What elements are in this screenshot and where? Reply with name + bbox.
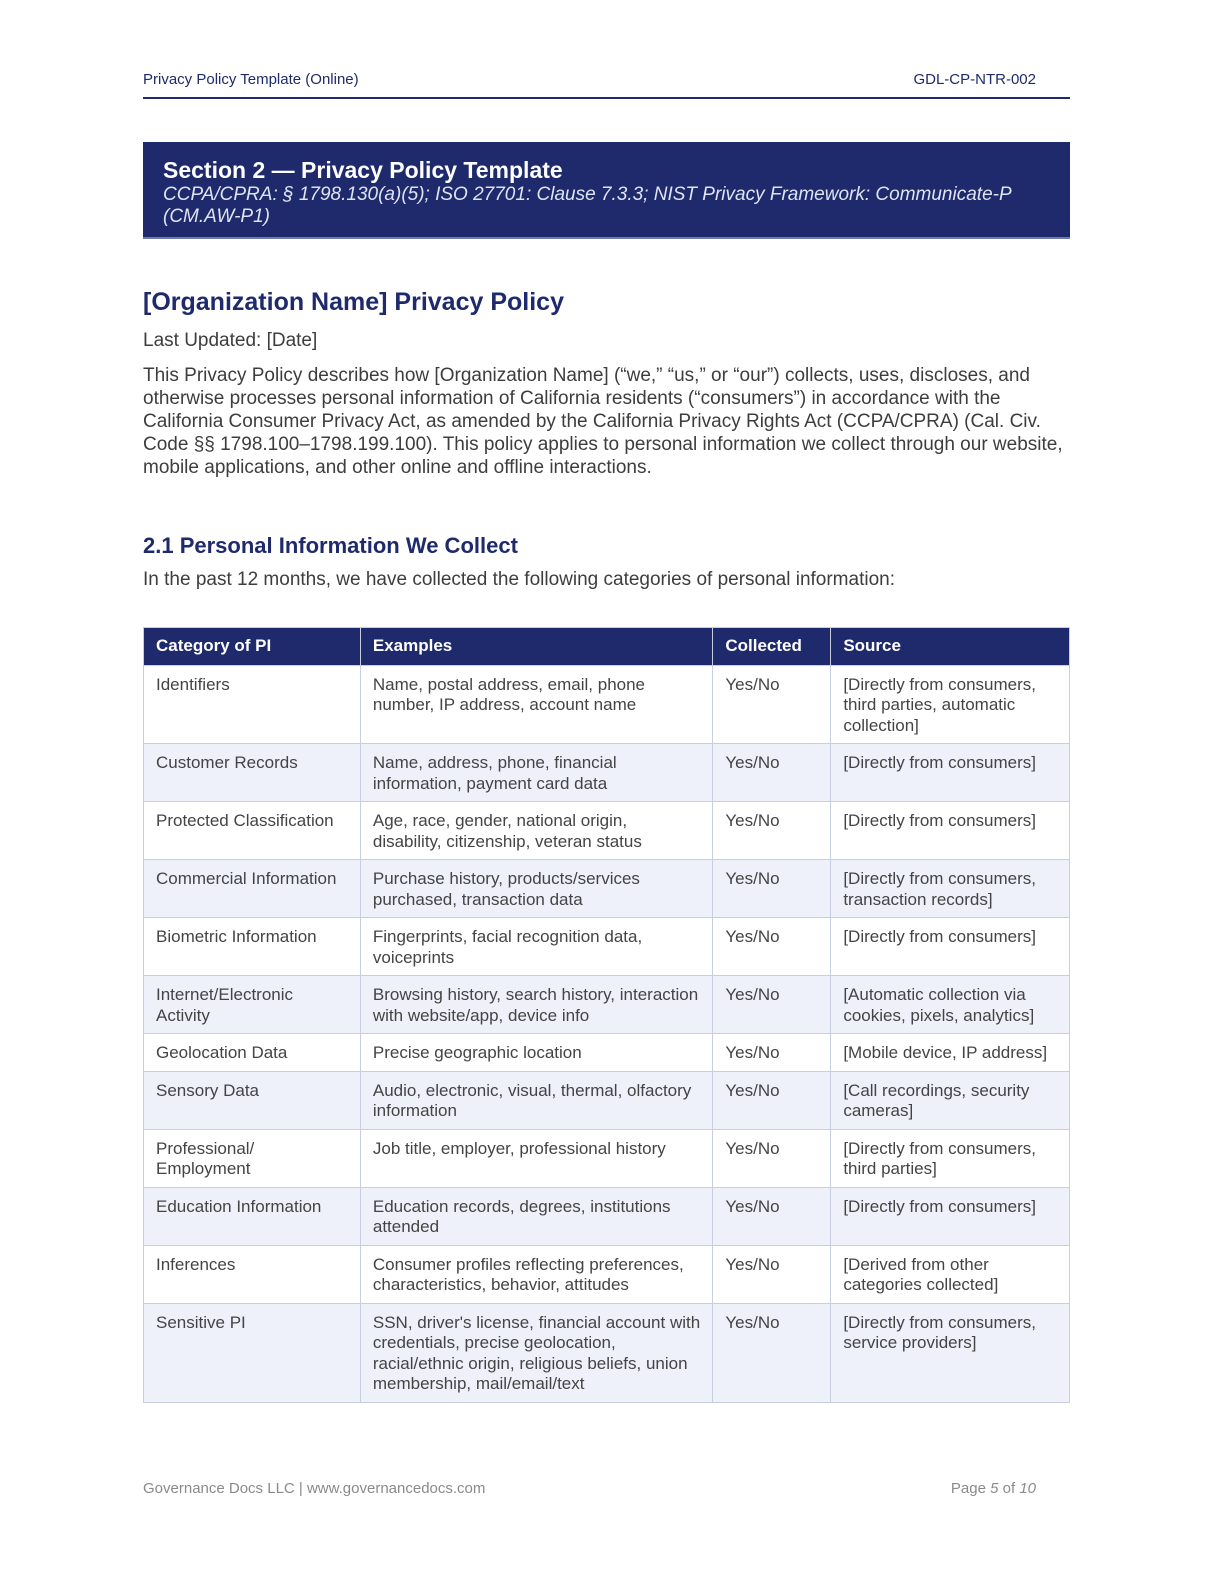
cell-collected: Yes/No bbox=[713, 1303, 831, 1402]
section-title: Section 2 — Privacy Policy Template bbox=[163, 157, 563, 183]
cell-source: [Call recordings, security cameras] bbox=[831, 1071, 1070, 1129]
cell-examples: Age, race, gender, national origin, disability, citizenship, veteran status bbox=[360, 802, 713, 860]
page-header bbox=[143, 70, 1070, 99]
table-row bbox=[144, 1245, 1070, 1303]
section-references: CCPA/CPRA: § 1798.130(a)(5); ISO 27701: Clause 7.3.3; NIST Privacy Framework: Communicate-P (CM.AW-P1) bbox=[163, 184, 1011, 227]
cell-category: Geolocation Data bbox=[144, 1034, 361, 1072]
policy-title: [Organization Name] Privacy Policy bbox=[143, 288, 564, 316]
page-current: 5 bbox=[990, 1480, 999, 1497]
page-number bbox=[951, 1480, 1036, 1497]
column-header-source: Source bbox=[831, 628, 1070, 666]
cell-source: [Mobile device, IP address] bbox=[831, 1034, 1070, 1072]
section-heading-2-1: 2.1 Personal Information We Collect bbox=[143, 533, 518, 558]
column-header-examples: Examples bbox=[360, 628, 713, 666]
cell-collected: Yes/No bbox=[713, 802, 831, 860]
cell-category: Sensitive PI bbox=[144, 1303, 361, 1402]
table-row bbox=[144, 1129, 1070, 1187]
policy-intro: This Privacy Policy describes how [Organization Name] (“we,” “us,” or “our”) collects, uses, discloses, and otherwise processes personal information of California residents (“consumers”) in accordance with the California Consumer Privacy Act, as amended by the California Privacy Rights Act (CCPA/CPRA) (Cal. Civ. Code §§ 1798.100–1798.199.100). This policy applies to personal information we collect through our website, mobile applications, and other online and offline interactions. bbox=[143, 365, 1063, 478]
cell-examples: Purchase history, products/services purchased, transaction data bbox=[360, 860, 713, 918]
cell-category: Sensory Data bbox=[144, 1071, 361, 1129]
column-header-category: Category of PI bbox=[144, 628, 361, 666]
cell-source: [Directly from consumers] bbox=[831, 918, 1070, 976]
cell-source: [Directly from consumers, third parties, automatic collection] bbox=[831, 665, 1070, 744]
cell-collected: Yes/No bbox=[713, 1129, 831, 1187]
cell-category: Professional/ Employment bbox=[144, 1129, 361, 1187]
cell-source: [Directly from consumers] bbox=[831, 802, 1070, 860]
cell-examples: Browsing history, search history, interaction with website/app, device info bbox=[360, 976, 713, 1034]
cell-examples: Name, postal address, email, phone number, IP address, account name bbox=[360, 665, 713, 744]
page-of: of bbox=[1002, 1480, 1016, 1497]
cell-examples: Fingerprints, facial recognition data, voiceprints bbox=[360, 918, 713, 976]
cell-examples: Consumer profiles reflecting preferences, characteristics, behavior, attitudes bbox=[360, 1245, 713, 1303]
last-updated: Last Updated: [Date] bbox=[143, 330, 318, 351]
table-row bbox=[144, 1034, 1070, 1072]
cell-examples: SSN, driver's license, financial account with credentials, precise geolocation, racial/ethnic origin, religious beliefs, union membership, mail/email/text bbox=[360, 1303, 713, 1402]
header-document-title: Privacy Policy Template (Online) bbox=[143, 71, 359, 88]
cell-collected: Yes/No bbox=[713, 976, 831, 1034]
footer-company: Governance Docs LLC | www.governancedocs.com bbox=[143, 1480, 486, 1497]
table-row bbox=[144, 860, 1070, 918]
cell-source: [Directly from consumers] bbox=[831, 1187, 1070, 1245]
cell-source: [Directly from consumers, third parties] bbox=[831, 1129, 1070, 1187]
cell-collected: Yes/No bbox=[713, 860, 831, 918]
table-row bbox=[144, 976, 1070, 1034]
cell-collected: Yes/No bbox=[713, 1034, 831, 1072]
cell-collected: Yes/No bbox=[713, 1071, 831, 1129]
cell-source: [Directly from consumers, service providers] bbox=[831, 1303, 1070, 1402]
table-row bbox=[144, 918, 1070, 976]
cell-examples: Job title, employer, professional history bbox=[360, 1129, 713, 1187]
cell-category: Protected Classification bbox=[144, 802, 361, 860]
cell-category: Biometric Information bbox=[144, 918, 361, 976]
cell-category: Education Information bbox=[144, 1187, 361, 1245]
cell-collected: Yes/No bbox=[713, 744, 831, 802]
cell-source: [Automatic collection via cookies, pixels, analytics] bbox=[831, 976, 1070, 1034]
table-row bbox=[144, 744, 1070, 802]
table-row bbox=[144, 665, 1070, 744]
cell-collected: Yes/No bbox=[713, 918, 831, 976]
cell-source: [Directly from consumers] bbox=[831, 744, 1070, 802]
cell-category: Inferences bbox=[144, 1245, 361, 1303]
header-document-code: GDL-CP-NTR-002 bbox=[913, 71, 1036, 88]
section-lead: In the past 12 months, we have collected the following categories of personal information: bbox=[143, 569, 895, 590]
section-banner bbox=[143, 142, 1070, 239]
table-header-row bbox=[144, 628, 1070, 666]
cell-examples: Audio, electronic, visual, thermal, olfactory information bbox=[360, 1071, 713, 1129]
cell-category: Identifiers bbox=[144, 665, 361, 744]
cell-examples: Precise geographic location bbox=[360, 1034, 713, 1072]
cell-category: Internet/Electronic Activity bbox=[144, 976, 361, 1034]
cell-collected: Yes/No bbox=[713, 665, 831, 744]
table-row bbox=[144, 1303, 1070, 1402]
cell-examples: Name, address, phone, financial information, payment card data bbox=[360, 744, 713, 802]
column-header-collected: Collected bbox=[713, 628, 831, 666]
cell-collected: Yes/No bbox=[713, 1245, 831, 1303]
table-row bbox=[144, 1071, 1070, 1129]
table-row bbox=[144, 802, 1070, 860]
cell-examples: Education records, degrees, institutions attended bbox=[360, 1187, 713, 1245]
pi-categories-table bbox=[143, 627, 1070, 1403]
cell-collected: Yes/No bbox=[713, 1187, 831, 1245]
cell-category: Commercial Information bbox=[144, 860, 361, 918]
table-row bbox=[144, 1187, 1070, 1245]
page-total: 10 bbox=[1019, 1480, 1036, 1497]
page-word: Page bbox=[950, 1480, 986, 1497]
cell-category: Customer Records bbox=[144, 744, 361, 802]
cell-source: [Derived from other categories collected] bbox=[831, 1245, 1070, 1303]
cell-source: [Directly from consumers, transaction records] bbox=[831, 860, 1070, 918]
